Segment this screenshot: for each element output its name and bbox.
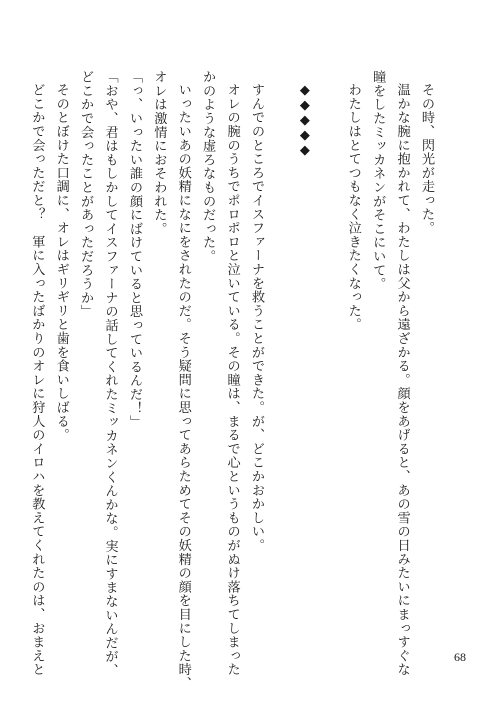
- text-line: オレは激情におそわれた。: [151, 70, 167, 236]
- text-line: オレの腕のうちでポロポロと泣いている。その瞳は、まるで心というものがぬけ落ちてしまった: [224, 83, 240, 677]
- dialogue-line: 「っ、いったい誰の顔にばけていると思っているんだ！」: [126, 70, 142, 429]
- section-gap: [268, 70, 292, 630]
- text-line: その時、閃光が走った。: [419, 83, 434, 235]
- text-line: わたしはとてつもなく泣きたくなった。: [345, 83, 361, 332]
- dialogue-line: どこかで会ったことがあっただろうか」: [78, 70, 94, 319]
- dialogue-line: 「おや、君はもしかしてイスファーナの話してくれたミッカネンくんかな。実にすまないんだが、: [102, 70, 118, 678]
- text-line: そのとぼけた口調に、オレはギリギリと歯を食いしばる。: [53, 83, 69, 442]
- text-line: 温かな腕に抱かれて、わたしは父から遠ざかる。顔をあげると、あの雪の日みたいにまっすぐな: [394, 83, 410, 677]
- text-line: すんでのところでイスファーナを救うことができた。が、どこかおかしい。: [248, 83, 264, 553]
- text-line: かのような虚ろなものだった。: [200, 70, 216, 264]
- text-line: 瞳をしたミッカネンがそこにいて。: [370, 70, 386, 291]
- section-separator: ◆◆◆◆◆: [297, 83, 313, 158]
- vertical-text-body: [24, 70, 438, 691]
- page-number: 68: [454, 650, 466, 664]
- section-gap: [316, 70, 340, 630]
- text-line: どこかで会っただと？ 軍に入ったばかりのオレに狩人のイロハを教えてくれたのは、おまえと: [29, 83, 45, 677]
- text-line: いったいあの妖精になにをされたのだ。そう疑問に思ってあらためてその妖精の顔を目にした時、: [175, 83, 191, 691]
